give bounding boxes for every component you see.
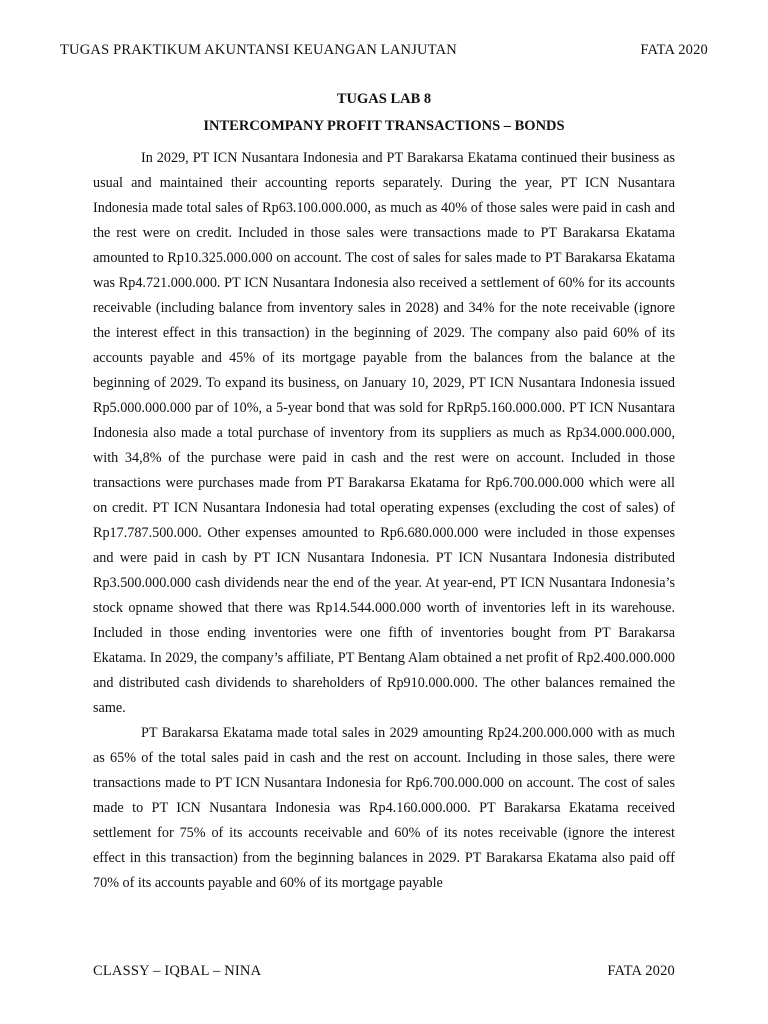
page-header [60, 42, 708, 62]
header-course-title: TUGAS PRAKTIKUM AKUNTANSI KEUANGAN LANJUTAN [60, 42, 457, 58]
title-block [60, 86, 708, 140]
page-footer [93, 963, 675, 983]
paragraph-barakarsa: PT Barakarsa Ekatama made total sales in 2029 amounting Rp24.200.000.000 with as much as 65% of the total sales paid in cash and the rest on account. Including in those sales, there were transactions made to PT ICN Nusantara Indonesia for Rp6.700.000.000 on account. The cost of sales made to PT ICN Nusantara Indonesia was Rp4.160.000.000. PT Barakarsa Ekatama received settlement for 75% of its accounts receivable and 60% of its notes receivable (ignore the interest effect in this transaction) from the beginning balances in 2029. PT Barakarsa Ekatama also paid off 70% of its accounts payable and 60% of its mortgage payable [93, 725, 675, 891]
footer-year: FATA 2020 [607, 963, 675, 979]
document-subtitle: INTERCOMPANY PROFIT TRANSACTIONS – BONDS [203, 118, 565, 134]
header-year: FATA 2020 [640, 42, 708, 58]
document-title: TUGAS LAB 8 [336, 91, 432, 107]
body-text [93, 146, 675, 896]
paragraph-icn: In 2029, PT ICN Nusantara Indonesia and PT Barakarsa Ekatama continued their business as usual and maintained their accounting reports separately. During the year, PT ICN Nusantara Indonesia made total sales of Rp63.100.000.000, as much as 40% of those sales were paid in cash and the rest were on credit. Included in those sales were transactions made to PT Barakarsa Ekatama amounted to Rp10.325.000.000 on account. The cost of sales for sales made to PT Barakarsa Ekatama was Rp4.721.000.000. PT ICN Nusantara Indonesia also received a settlement of 60% for its accounts receivable (including balance from inventory sales in 2028) and 34% for the note receivable (ignore the interest effect in this transaction) in the beginning of 2029. The company also paid 60% of its accounts payable and 45% of its mortgage payable from the balances from the balance at the beginning of 2029. To expand its business, on January 10, 2029, PT ICN Nusantara Indonesia issued Rp5.000.000.000 par of 10%, a 5-year bond that was sold for RpRp5.160.000.000. PT ICN Nusantara Indonesia also made a total purchase of inventory from its suppliers as much as Rp34.000.000.000, with 34,8% of the purchase were paid in cash and the rest were on account. Included in those transactions were purchases made from PT Barakarsa Ekatama for Rp6.700.000.000 which were all on credit. PT ICN Nusantara Indonesia had total operating expenses (excluding the cost of sales) of Rp17.787.500.000. Other expenses amounted to Rp6.680.000.000 were included in those expenses and were paid in cash by PT ICN Nusantara Indonesia. PT ICN Nusantara Indonesia distributed Rp3.500.000.000 cash dividends near the end of the year. At year-end, PT ICN Nusantara Indonesia’s stock opname showed that there was Rp14.544.000.000 worth of inventories left in its warehouse. Included in those ending inventories were one fifth of inventories bought from PT Barakarsa Ekatama. In 2029, the company’s affiliate, PT Bentang Alam obtained a net profit of Rp2.400.000.000 and distributed cash dividends to shareholders of Rp910.000.000. The other balances remained the same. [93, 150, 675, 716]
footer-authors: CLASSY – IQBAL – NINA [93, 963, 262, 979]
